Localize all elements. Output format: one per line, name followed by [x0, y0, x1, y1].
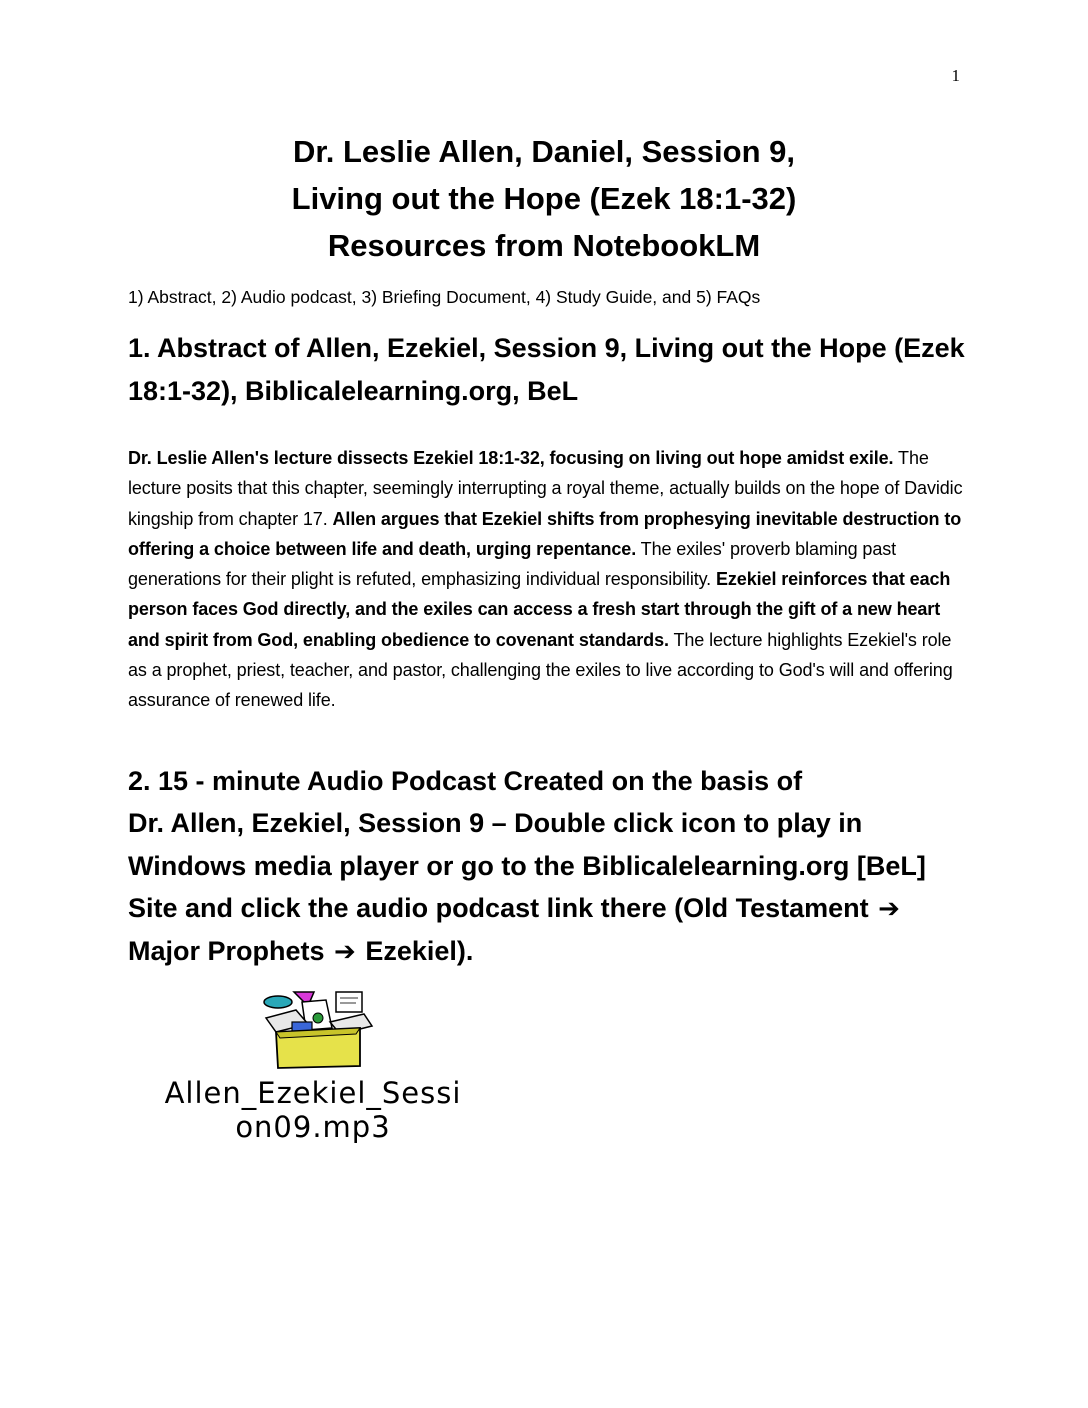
- abstract-text-2: The exiles' proverb blaming past generations for their plight is refuted, emphasizing individual responsibility.: [128, 538, 897, 590]
- audio-file-name[interactable]: [128, 1076, 498, 1144]
- section-2-heading: [128, 760, 968, 973]
- abstract-paragraph: [128, 443, 968, 716]
- abstract-text-1: The lecture posits that this chapter, seemingly interrupting a royal theme, actually builds on the hope of Davidic kingship from chapter 17.: [128, 448, 963, 529]
- section-2-line-1: 2. 15 - minute Audio Podcast Created on the basis of: [128, 766, 803, 796]
- section-2-line-4: [128, 887, 968, 930]
- audio-file-attachment[interactable]: [128, 988, 498, 1158]
- section-1-heading: 1. Abstract of Allen, Ezekiel, Session 9, Living out the Hope (Ezek 18:1-32), Biblicalelearning.org, BeL: [128, 333, 965, 406]
- audio-file-name-part-1: Allen_Ezekiel_Sessi: [164, 1076, 462, 1110]
- section-2-line-4-text: Site and click the audio podcast link there (Old Testament: [128, 892, 869, 923]
- table-of-contents: 1) Abstract, 2) Audio podcast, 3) Briefing Document, 4) Study Guide, and 5) FAQs: [128, 287, 761, 307]
- section-2-line-5-end: Ezekiel).: [365, 936, 474, 967]
- section-2-line-5: [128, 930, 968, 973]
- arrow-right-icon: ➔: [334, 937, 356, 968]
- audio-file-name-part-2: on09.mp3: [235, 1110, 391, 1144]
- abstract-text-3: The lecture highlights Ezekiel's role as a prophet, priest, teacher, and pastor, challenging the exiles to live according to God's will and offering assurance of renewed life.: [128, 629, 953, 711]
- title-line-1: Dr. Leslie Allen, Daniel, Session 9,: [293, 134, 795, 169]
- section-2-line-3: Windows media player or go to the Biblicalelearning.org [BeL]: [128, 850, 926, 881]
- section-2-line-5-text: Major Prophets: [128, 936, 325, 967]
- title-line-2: Living out the Hope (Ezek 18:1-32): [291, 181, 797, 216]
- abstract-bold-3: Ezekiel reinforces that each person faces God directly, and the exiles can access a fresh start through the gift of a new heart and spirit from God, enabling obedience to covenant standards.: [128, 569, 951, 650]
- arrow-right-icon: ➔: [878, 893, 900, 924]
- page-number: 1: [951, 66, 960, 85]
- document-title: [0, 128, 1088, 269]
- section-2-line-2: Dr. Allen, Ezekiel, Session 9 – Double click icon to play in: [128, 808, 863, 839]
- title-line-3: Resources from NotebookLM: [327, 228, 761, 263]
- package-icon[interactable]: [256, 988, 376, 1070]
- abstract-bold-2: Allen argues that Ezekiel shifts from prophesying inevitable destruction to offering a choice between life and death, urging repentance.: [128, 508, 962, 559]
- abstract-bold-1: Dr. Leslie Allen's lecture dissects Ezekiel 18:1-32, focusing on living out hope amidst exile.: [128, 448, 894, 468]
